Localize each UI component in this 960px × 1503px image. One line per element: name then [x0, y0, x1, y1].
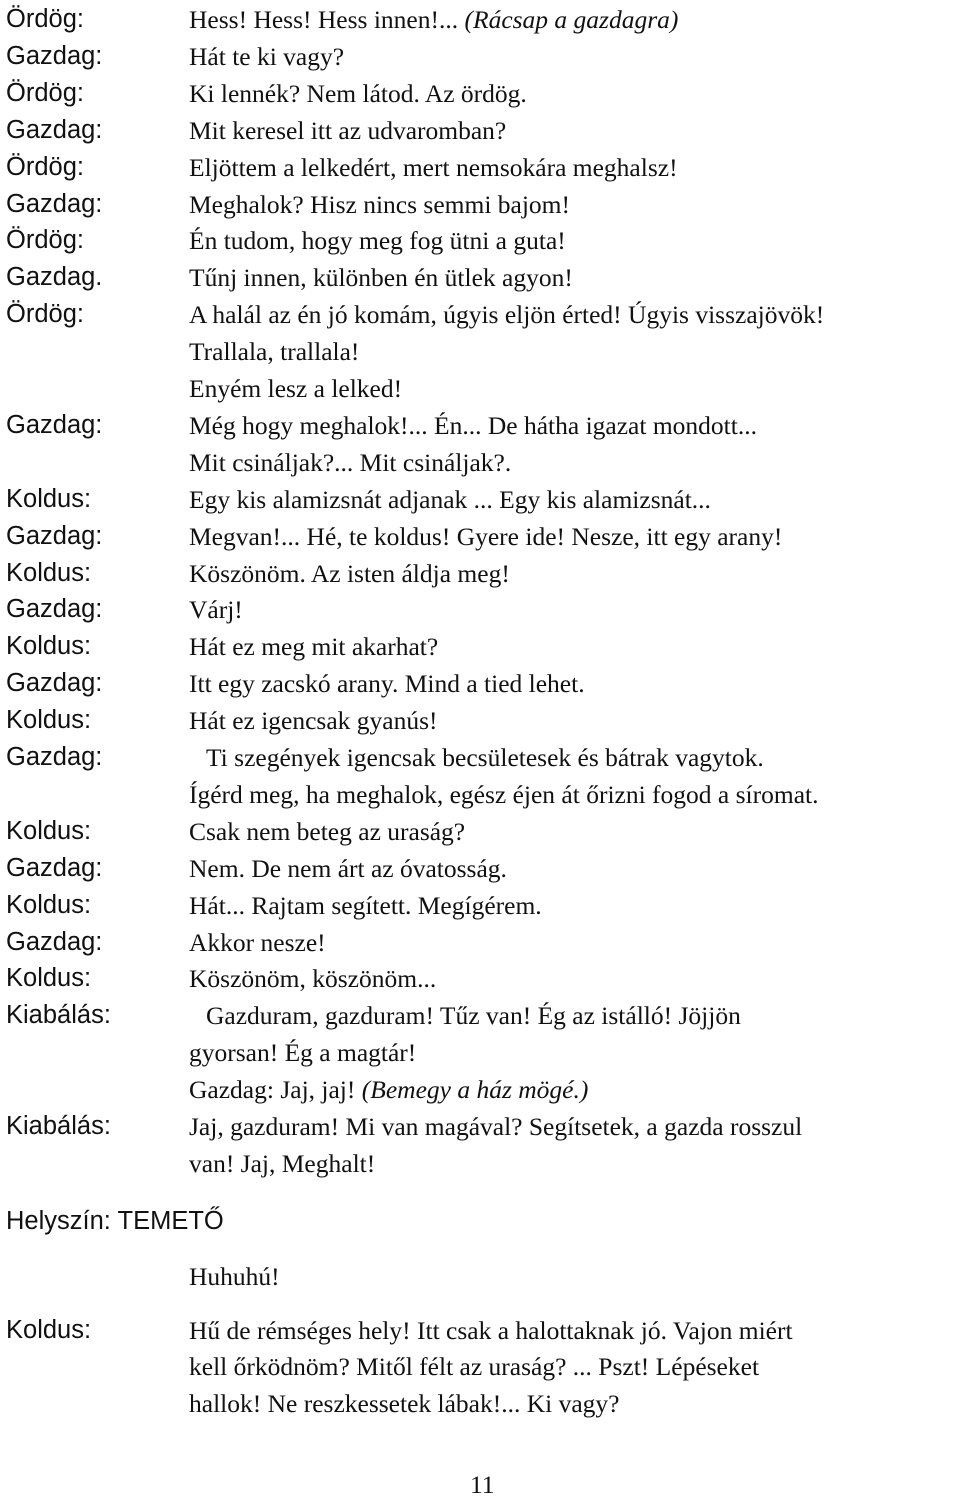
dialogue-line: [0, 665, 960, 702]
line-text: [189, 370, 402, 407]
line-text: [189, 924, 326, 961]
dialogue-line: [0, 1145, 960, 1182]
spoken-text: Enyém lesz a lelked!: [189, 374, 403, 403]
dialogue-line: [0, 186, 960, 223]
spoken-text: Ígérd meg, ha meghalok, egész éjen át őrizni fogod a síromat.: [189, 779, 819, 809]
dialogue-line: [0, 555, 960, 592]
speaker-label: Ördög:: [6, 78, 84, 107]
spoken-text: Gazduram, gazduram! Tűz van! Ég az istálló! Jöjjön: [206, 1001, 741, 1031]
line-text: [189, 333, 359, 370]
page-number: 11: [470, 1470, 495, 1499]
speaker-label: Gazdag:: [6, 853, 103, 882]
spoken-text: Akkor nesze!: [189, 927, 326, 957]
dialogue-line: [0, 924, 960, 961]
dialogue-line: [0, 702, 960, 739]
dialogue-line: [0, 1385, 960, 1422]
spoken-text: Mit csináljak?... Mit csináljak?.: [189, 447, 512, 477]
speaker-label: Gazdag:: [6, 189, 103, 218]
line-text: [189, 222, 566, 259]
spoken-text: Én tudom, hogy meg fog ütni a guta!: [189, 226, 566, 256]
dialogue-line: [0, 813, 960, 850]
speaker-label: Gazdag:: [6, 595, 103, 624]
speaker-label: Koldus:: [6, 484, 92, 513]
dialogue-line: [0, 1348, 960, 1385]
dialogue-line: [0, 1071, 960, 1108]
spoken-text: Jaj, gazduram! Mi van magával? Segítsetek, a gazda rosszul: [189, 1112, 803, 1141]
stage-direction: (Rácsap a gazdagra): [464, 5, 679, 34]
speaker-label: Koldus:: [6, 1316, 92, 1344]
line-text: [206, 739, 764, 776]
line-text: [189, 75, 527, 112]
line-text: [189, 112, 506, 149]
dialogue-line: [0, 1, 960, 38]
dialogue-line: [0, 1034, 960, 1071]
speaker-label: Gazdag:: [6, 41, 103, 70]
spoken-text: Ki lennék? Nem látod. Az ördög.: [189, 78, 527, 108]
speaker-label: Gazdag:: [6, 743, 103, 771]
spoken-text: kell őrködnöm? Mitől félt az uraság? ... Pszt! Lépéseket: [189, 1352, 760, 1381]
stage-direction: (Bemegy a ház mögé.): [361, 1075, 589, 1105]
line-text: [189, 628, 438, 665]
speaker-label: Koldus:: [6, 816, 92, 845]
line-text: [189, 38, 344, 75]
speaker-label: Kiabálás:: [6, 1112, 111, 1140]
dialogue-line: [0, 1258, 960, 1295]
dialogue-line: [0, 960, 960, 997]
spoken-text: Megvan!... Hé, te koldus! Gyere ide! Nesze, itt egy arany!: [189, 521, 783, 551]
line-text: [189, 1034, 416, 1071]
speaker-label: Koldus:: [6, 890, 92, 919]
dialogue-line: [0, 1108, 960, 1145]
speaker-label: Ördög:: [6, 152, 84, 181]
spoken-text: Hát ez meg mit akarhat?: [189, 632, 439, 662]
line-text: [189, 813, 465, 850]
spoken-text: Eljöttem a lelkedért, mert nemsokára meghalsz!: [189, 152, 678, 182]
speaker-label: Gazdag:: [6, 115, 103, 144]
spoken-text: hallok! Ne reszkessetek lábak!... Ki vagy?: [189, 1389, 620, 1418]
line-text: [189, 186, 570, 223]
spoken-text: Gazdag: Jaj, jaj!: [189, 1075, 362, 1105]
spoken-text: Mit keresel itt az udvaromban?: [189, 115, 507, 145]
line-text: [189, 407, 757, 444]
spoken-text: Köszönöm, köszönöm...: [189, 964, 437, 994]
spoken-text: Nem. De nem árt az óvatosság.: [189, 853, 507, 883]
speaker-label: Kiabálás:: [6, 1001, 111, 1030]
line-text: [189, 555, 510, 592]
line-text: [189, 1312, 793, 1349]
dialogue-line: [0, 739, 960, 776]
spoken-text: Köszönöm. Az isten áldja meg!: [189, 558, 510, 588]
spoken-text: Hát... Rajtam segített. Megígérem.: [189, 890, 542, 920]
line-text: [189, 296, 824, 333]
dialogue-line: [0, 407, 960, 444]
line-text: [189, 850, 507, 887]
spoken-text: Csak nem beteg az uraság?: [189, 816, 466, 846]
dialogue-line: [0, 850, 960, 887]
line-text: [189, 776, 818, 813]
speaker-label: Koldus:: [6, 632, 92, 661]
line-text: [189, 960, 436, 997]
dialogue-line: [0, 222, 960, 259]
dialogue-line: [0, 887, 960, 924]
spoken-text: Huhuhú!: [189, 1262, 280, 1291]
line-text: [189, 1258, 280, 1295]
line-text: [189, 259, 573, 296]
dialogue-line: [0, 1312, 960, 1349]
line-text: [189, 1, 678, 38]
line-text: [189, 887, 542, 924]
spoken-text: Hát te ki vagy?: [189, 41, 345, 71]
dialogue-line: [0, 370, 960, 407]
spoken-text: A halál az én jó komám, úgyis eljön érted! Úgyis visszajövök!: [189, 300, 825, 330]
spoken-text: Itt egy zacskó arany. Mind a tied lehet.: [189, 669, 585, 699]
speaker-label: Ördög:: [6, 300, 84, 329]
spoken-text: van! Jaj, Meghalt!: [189, 1148, 376, 1178]
dialogue-line: [0, 518, 960, 555]
speaker-label: Koldus:: [6, 706, 92, 735]
spoken-text: Hű de rémséges hely! Itt csak a halottaknak jó. Vajon miért: [189, 1316, 793, 1345]
spoken-text: gyorsan! Ég a magtár!: [189, 1038, 417, 1068]
line-text: [189, 518, 782, 555]
dialogue-line: [0, 38, 960, 75]
line-text: [189, 1108, 802, 1145]
speaker-label: Gazdag.: [6, 263, 103, 292]
spoken-text: Ti szegények igencsak becsületesek és bátrak vagytok.: [206, 743, 764, 772]
spoken-text: Egy kis alamizsnát adjanak ... Egy kis alamizsnát...: [189, 484, 711, 514]
spoken-text: Trallala, trallala!: [189, 337, 360, 367]
speaker-label: Koldus:: [6, 558, 92, 587]
speaker-label: Ördög:: [6, 5, 84, 33]
speaker-label: Ördög:: [6, 226, 84, 255]
speaker-label: Koldus:: [6, 964, 92, 993]
dialogue-line: [0, 444, 960, 481]
spoken-text: Hess! Hess! Hess innen!...: [189, 5, 465, 34]
spoken-text: Várj!: [189, 595, 243, 625]
spoken-text: Hát ez igencsak gyanús!: [189, 706, 438, 736]
dialogue-line: [0, 259, 960, 296]
line-text: [189, 1385, 620, 1422]
line-text: [189, 1145, 375, 1182]
line-text: [189, 481, 711, 518]
speaker-label: Gazdag:: [6, 669, 103, 698]
spoken-text: Meghalok? Hisz nincs semmi bajom!: [189, 189, 571, 219]
line-text: [189, 1348, 759, 1385]
dialogue-line: [0, 112, 960, 149]
dialogue-line: [0, 149, 960, 186]
line-text: [189, 1071, 588, 1108]
line-text: [206, 997, 741, 1034]
dialogue-line: [0, 628, 960, 665]
spoken-text: Tűnj innen, különben én ütlek agyon!: [189, 263, 573, 293]
speaker-label: Gazdag:: [6, 521, 103, 550]
dialogue-line: [0, 75, 960, 112]
dialogue-line: [0, 591, 960, 628]
dialogue-line: [0, 333, 960, 370]
spoken-text: Még hogy meghalok!... Én... De hátha igazat mondott...: [189, 410, 757, 440]
speaker-label: Gazdag:: [6, 410, 103, 439]
dialogue-line: [0, 997, 960, 1034]
dialogue-line: [0, 776, 960, 813]
line-text: [189, 665, 585, 702]
dialogue-line: [0, 296, 960, 333]
line-text: [189, 702, 438, 739]
line-text: [189, 444, 511, 481]
dialogue-line: [0, 481, 960, 518]
location-heading: Helyszín: TEMETŐ: [6, 1207, 224, 1235]
line-text: [189, 591, 243, 628]
line-text: [189, 149, 678, 186]
speaker-label: Gazdag:: [6, 927, 103, 956]
